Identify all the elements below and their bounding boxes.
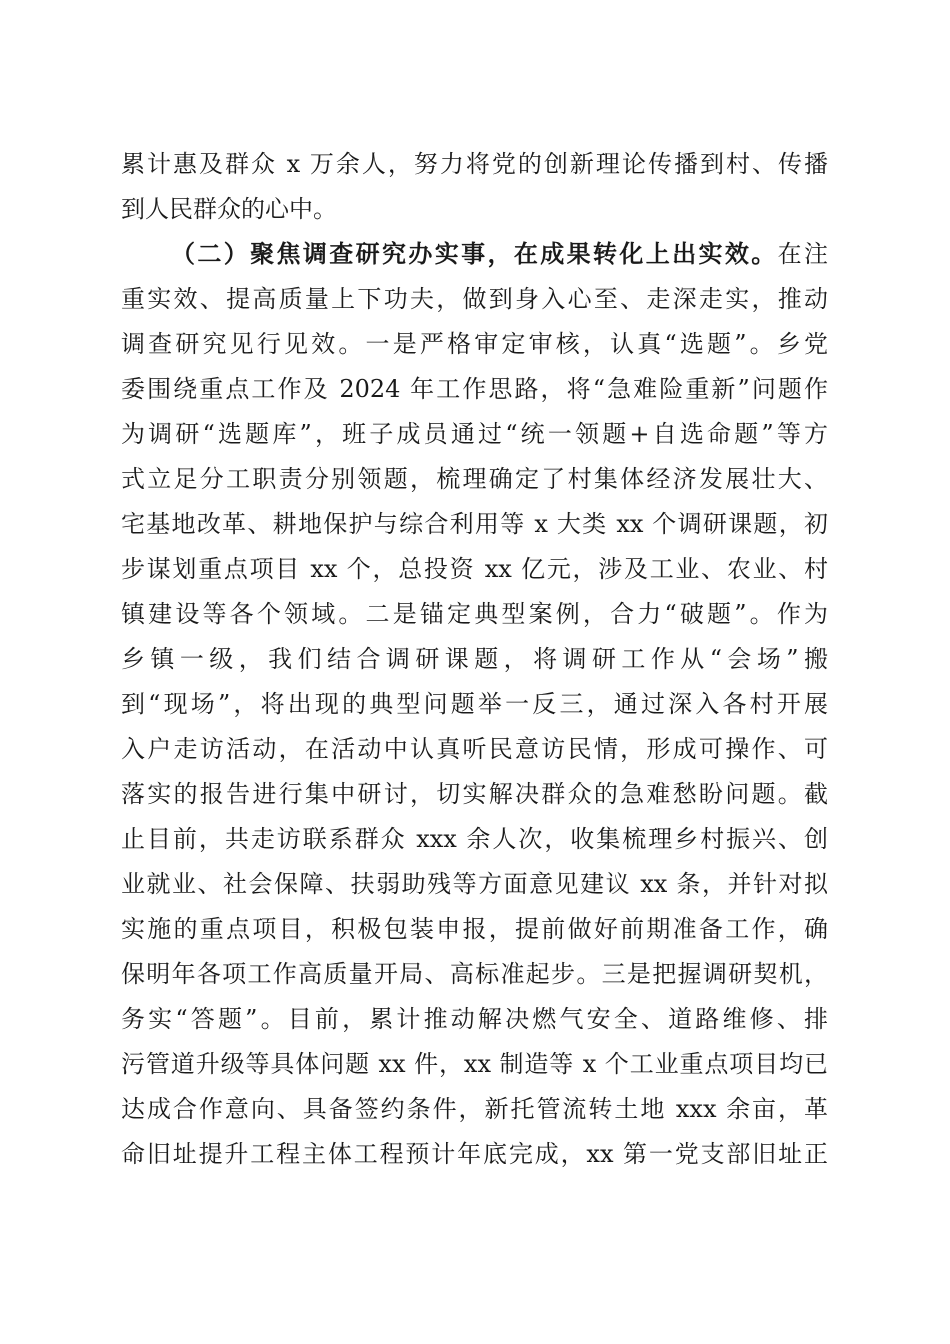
text-line: 到人民群众的心中。 <box>121 195 337 223</box>
text-line: 委围绕重点工作及 2024 年工作思路，将“急难险重新”问题作 <box>121 375 828 403</box>
text-line: 步谋划重点项目 xx 个，总投资 xx 亿元，涉及工业、农业、村 <box>121 555 828 583</box>
text-fragment: 在注 <box>777 240 828 268</box>
section-heading-line <box>171 238 828 270</box>
text-line: 实施的重点项目，积极包装申报，提前做好前期准备工作，确 <box>121 915 828 943</box>
text-line: 宅基地改革、耕地保护与综合利用等 x 大类 xx 个调研课题，初 <box>121 510 828 538</box>
text-line: 落实的报告进行集中研讨，切实解决群众的急难愁盼问题。截 <box>121 780 828 808</box>
text-line: 污管道升级等具体问题 xx 件，xx 制造等 x 个工业重点项目均已 <box>121 1050 828 1078</box>
text-line: 务实“答题”。目前，累计推动解决燃气安全、道路维修、排 <box>121 1005 828 1033</box>
text-line: 到“现场”，将出现的典型问题举一反三，通过深入各村开展 <box>121 690 828 718</box>
text-line: 乡镇一级，我们结合调研课题，将调研工作从“会场”搬 <box>121 645 828 673</box>
text-line: 重实效、提高质量上下功夫，做到身入心至、走深走实，推动 <box>121 285 828 313</box>
text-line: 业就业、社会保障、扶弱助残等方面意见建议 xx 条，并针对拟 <box>121 870 828 898</box>
text-line: 累计惠及群众 x 万余人，努力将党的创新理论传播到村、传播 <box>121 150 828 178</box>
text-line: 止目前，共走访联系群众 xxx 余人次，收集梳理乡村振兴、创 <box>121 825 828 853</box>
text-line: 入户走访活动，在活动中认真听民意访民情，形成可操作、可 <box>121 735 828 763</box>
text-line: 镇建设等各个领域。二是锚定典型案例，合力“破题”。作为 <box>121 600 828 628</box>
text-line: 为调研“选题库”，班子成员通过“统一领题+自选命题”等方 <box>121 420 828 448</box>
text-line: 调查研究见行见效。一是严格审定审核，认真“选题”。乡党 <box>121 330 828 358</box>
text-line: 达成合作意向、具备签约条件，新托管流转土地 xxx 余亩，革 <box>121 1095 828 1123</box>
text-line: 命旧址提升工程主体工程预计年底完成，xx 第一党支部旧址正 <box>121 1140 828 1168</box>
section-heading: （二）聚焦调查研究办实事，在成果转化上出实效。 <box>171 239 778 268</box>
text-line: 保明年各项工作高质量开局、高标准起步。三是把握调研契机， <box>121 960 828 988</box>
text-line: 式立足分工职责分别领题，梳理确定了村集体经济发展壮大、 <box>121 465 828 493</box>
